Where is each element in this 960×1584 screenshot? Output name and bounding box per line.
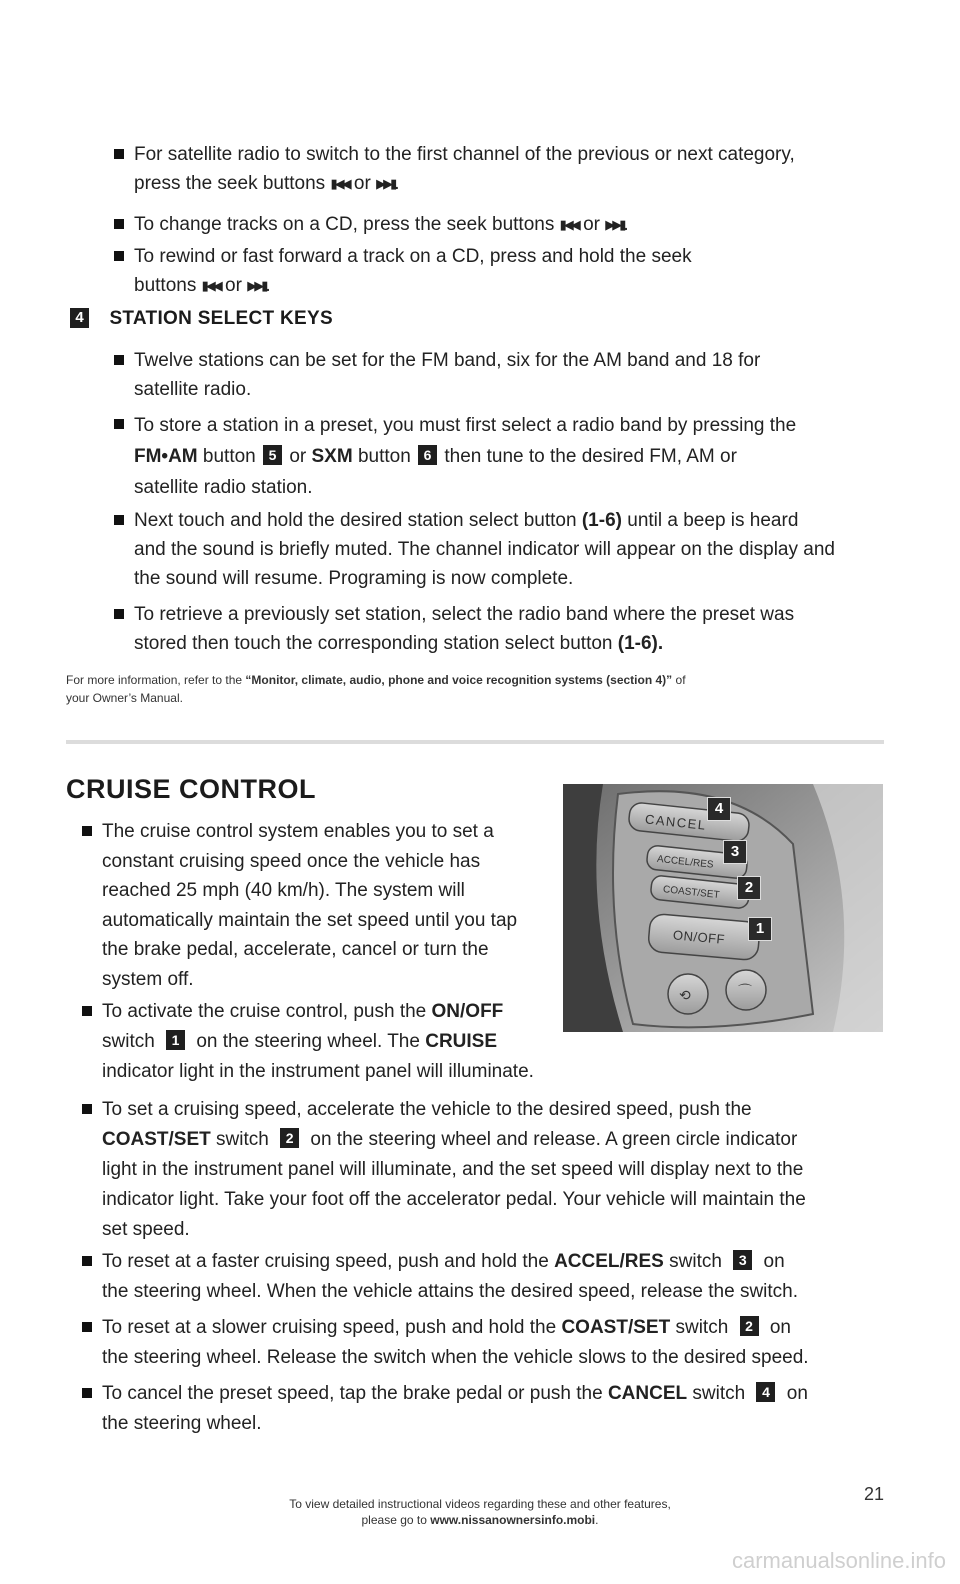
footer-text: To view detailed instructional videos regarding these and other features,	[289, 1497, 671, 1511]
seek-back-icon: ▮◀◀	[201, 278, 220, 293]
number-badge: 4	[70, 308, 89, 328]
bullet-text: or	[353, 173, 371, 194]
bullet-text: on the steering wheel. The	[196, 1031, 420, 1052]
bullet-square-icon	[114, 355, 124, 365]
bullet-text: switch	[675, 1317, 729, 1338]
bullet-text: reached 25 mph (40 km/h). The system will	[102, 880, 465, 901]
bullet-text: set speed.	[102, 1219, 190, 1240]
bullet-square-icon	[82, 1322, 92, 1332]
accel-res-switch-label: ACCEL/RES	[656, 853, 715, 871]
bullet-square-icon	[82, 1388, 92, 1398]
bullet-square-icon	[114, 515, 124, 525]
bullet-square-icon	[114, 219, 124, 229]
station-heading	[68, 308, 333, 330]
onoff-switch-label: ON/OFF	[431, 1001, 504, 1022]
bullet-square-icon	[82, 1006, 92, 1016]
number-badge: 1	[166, 1030, 185, 1050]
note-text: your Owner’s Manual.	[66, 691, 183, 705]
bullet-text: switch	[216, 1129, 269, 1150]
bullet-text: indicator light. Take your foot off the accelerator pedal. Your vehicle will maintain the	[102, 1189, 806, 1210]
bullet-text: Next touch and hold the desired station select button	[134, 510, 577, 531]
seek-forward-icon: ▶▶▮	[605, 217, 624, 232]
bullet-text: To reset at a slower cruising speed, push and hold the	[102, 1317, 557, 1338]
note-reference: “Monitor, climate, audio, phone and voice recognition systems (section 4)”	[245, 673, 673, 687]
section-divider	[66, 740, 884, 744]
bullet-text: light in the instrument panel will illuminate, and the set speed will display next to the	[102, 1159, 804, 1180]
number-badge: 2	[740, 1316, 759, 1336]
section-title: CRUISE CONTROL	[66, 774, 316, 804]
bullet-square-icon	[82, 826, 92, 836]
callout-badge: 1	[748, 917, 772, 941]
onoff-switch-label: ON/OFF	[672, 927, 726, 947]
footer-text: .	[595, 1513, 599, 1527]
accel-res-switch-label: ACCEL/RES	[554, 1251, 664, 1272]
bullet-text: constant cruising speed once the vehicle has	[102, 850, 481, 872]
bullet-text: satellite radio.	[134, 379, 252, 400]
manual-reference-note	[66, 671, 896, 707]
bullet-text: To activate the cruise control, push the	[102, 1001, 427, 1022]
seek-forward-icon: ▶▶▮	[247, 278, 266, 293]
bullet-text: switch	[102, 1031, 155, 1052]
bullet-text: the steering wheel. Release the switch when the vehicle slows to the desired speed.	[102, 1347, 809, 1368]
coast-set-switch-label: COAST/SET	[662, 884, 720, 902]
footer-link[interactable]: www.nissanownersinfo.mobi	[430, 1513, 596, 1527]
bullet-square-icon	[114, 149, 124, 159]
watermark: carmanualsonline.info	[731, 1548, 946, 1573]
number-badge: 6	[418, 445, 437, 465]
callout-badge: 4	[707, 797, 731, 821]
bullet-text: on the steering wheel and release. A green circle indicator	[310, 1129, 798, 1150]
fmam-button-label: FM•AM	[134, 446, 198, 467]
bullet-text: To store a station in a preset, you must first select a radio band by pressing the	[134, 415, 797, 436]
bullet-text: To change tracks on a CD, press the seek buttons	[134, 214, 555, 235]
bullet-text: the brake pedal, accelerate, cancel or turn the	[102, 939, 489, 960]
bullet-square-icon	[82, 1256, 92, 1266]
bullet-text: the sound will resume. Programing is now complete.	[134, 568, 574, 589]
steering-wheel-photo	[563, 784, 883, 1032]
page-number: 21	[863, 1484, 884, 1504]
bullet-text: on	[763, 1251, 785, 1272]
bullet-text: buttons	[134, 275, 197, 296]
range-label: (1-6).	[617, 633, 664, 654]
bullet-text: The cruise control system enables you to set a	[102, 821, 494, 842]
bullet-text: system off.	[102, 968, 194, 990]
bullet-text: Twelve stations can be set for the FM band, six for the AM band and 18 for	[134, 350, 761, 371]
bullet-text: the steering wheel.	[102, 1413, 262, 1434]
bullet-text: indicator light in the instrument panel will illuminate.	[102, 1061, 534, 1082]
range-label: (1-6)	[581, 510, 622, 531]
bullet-text: and the sound is briefly muted. The channel indicator will appear on the display and	[134, 539, 835, 560]
bullet-text: button	[357, 446, 411, 467]
coast-set-switch-label: COAST/SET	[102, 1129, 211, 1150]
bullet-text: To reset at a faster cruising speed, push and hold the	[102, 1251, 549, 1272]
bullet-text: the steering wheel. When the vehicle attains the desired speed, release the switch.	[102, 1281, 799, 1302]
cancel-switch-label: CANCEL	[644, 811, 708, 833]
bullet-text: then tune to the desired FM, AM or	[444, 446, 737, 467]
bullet-text: To rewind or fast forward a track on a CD, press and hold the seek	[134, 246, 692, 267]
bullet-text: To retrieve a previously set station, select the radio band where the preset was	[134, 604, 795, 625]
steering-icon: ⟲	[679, 988, 691, 1004]
callout-badge: 2	[737, 876, 761, 900]
steering-wheel-illustration	[563, 784, 883, 1032]
bullet-text: on	[769, 1317, 791, 1338]
bullet-text: switch	[669, 1251, 722, 1272]
bullet-text: For satellite radio to switch to the first channel of the previous or next category,	[134, 144, 795, 165]
number-badge: 2	[280, 1128, 299, 1148]
cruise-indicator-label: CRUISE	[425, 1031, 498, 1052]
coast-set-switch-label: COAST/SET	[561, 1317, 671, 1338]
bullet-square-icon	[114, 251, 124, 261]
bullet-square-icon	[114, 419, 124, 429]
bullet-square-icon	[114, 609, 124, 619]
bullet-text: or	[225, 275, 242, 296]
bullet-text: or	[289, 446, 307, 467]
number-badge: 5	[263, 445, 282, 465]
bullet-text: To cancel the preset speed, tap the brake pedal or push the	[102, 1383, 603, 1404]
cancel-switch-label: CANCEL	[607, 1383, 688, 1404]
seek-forward-icon: ▶▶▮	[376, 176, 395, 191]
number-badge: 3	[733, 1250, 752, 1270]
sxm-button-label: SXM	[311, 446, 353, 467]
bullet-text: To set a cruising speed, accelerate the vehicle to the desired speed, push the	[102, 1099, 752, 1120]
section-heading: STATION SELECT KEYS	[109, 308, 333, 329]
note-text: of	[675, 673, 686, 687]
number-badge: 4	[756, 1382, 775, 1402]
footer	[0, 1496, 960, 1528]
bullet-text: button	[202, 446, 256, 467]
bullet-text: switch	[692, 1383, 746, 1404]
seek-back-icon: ▮◀◀	[330, 176, 349, 191]
bullet-square-icon	[82, 1104, 92, 1114]
seek-back-icon: ▮◀◀	[559, 217, 578, 232]
callout-badge: 3	[723, 840, 747, 864]
bullet-text: satellite radio station.	[134, 477, 313, 498]
bullet-text: on	[786, 1383, 808, 1404]
note-text: For more information, refer to the	[66, 673, 243, 687]
bullet-text: automatically maintain the set speed until you tap	[102, 909, 518, 931]
bullet-text: stored then touch the corresponding station select button	[134, 633, 613, 654]
bullet-text: press the seek buttons	[134, 173, 326, 194]
bullet-text: until a beep is heard	[627, 510, 799, 531]
footer-text: please go to	[361, 1513, 427, 1527]
phone-hangup-icon: ⌒	[738, 984, 752, 1000]
bullet-text: or	[583, 214, 600, 235]
